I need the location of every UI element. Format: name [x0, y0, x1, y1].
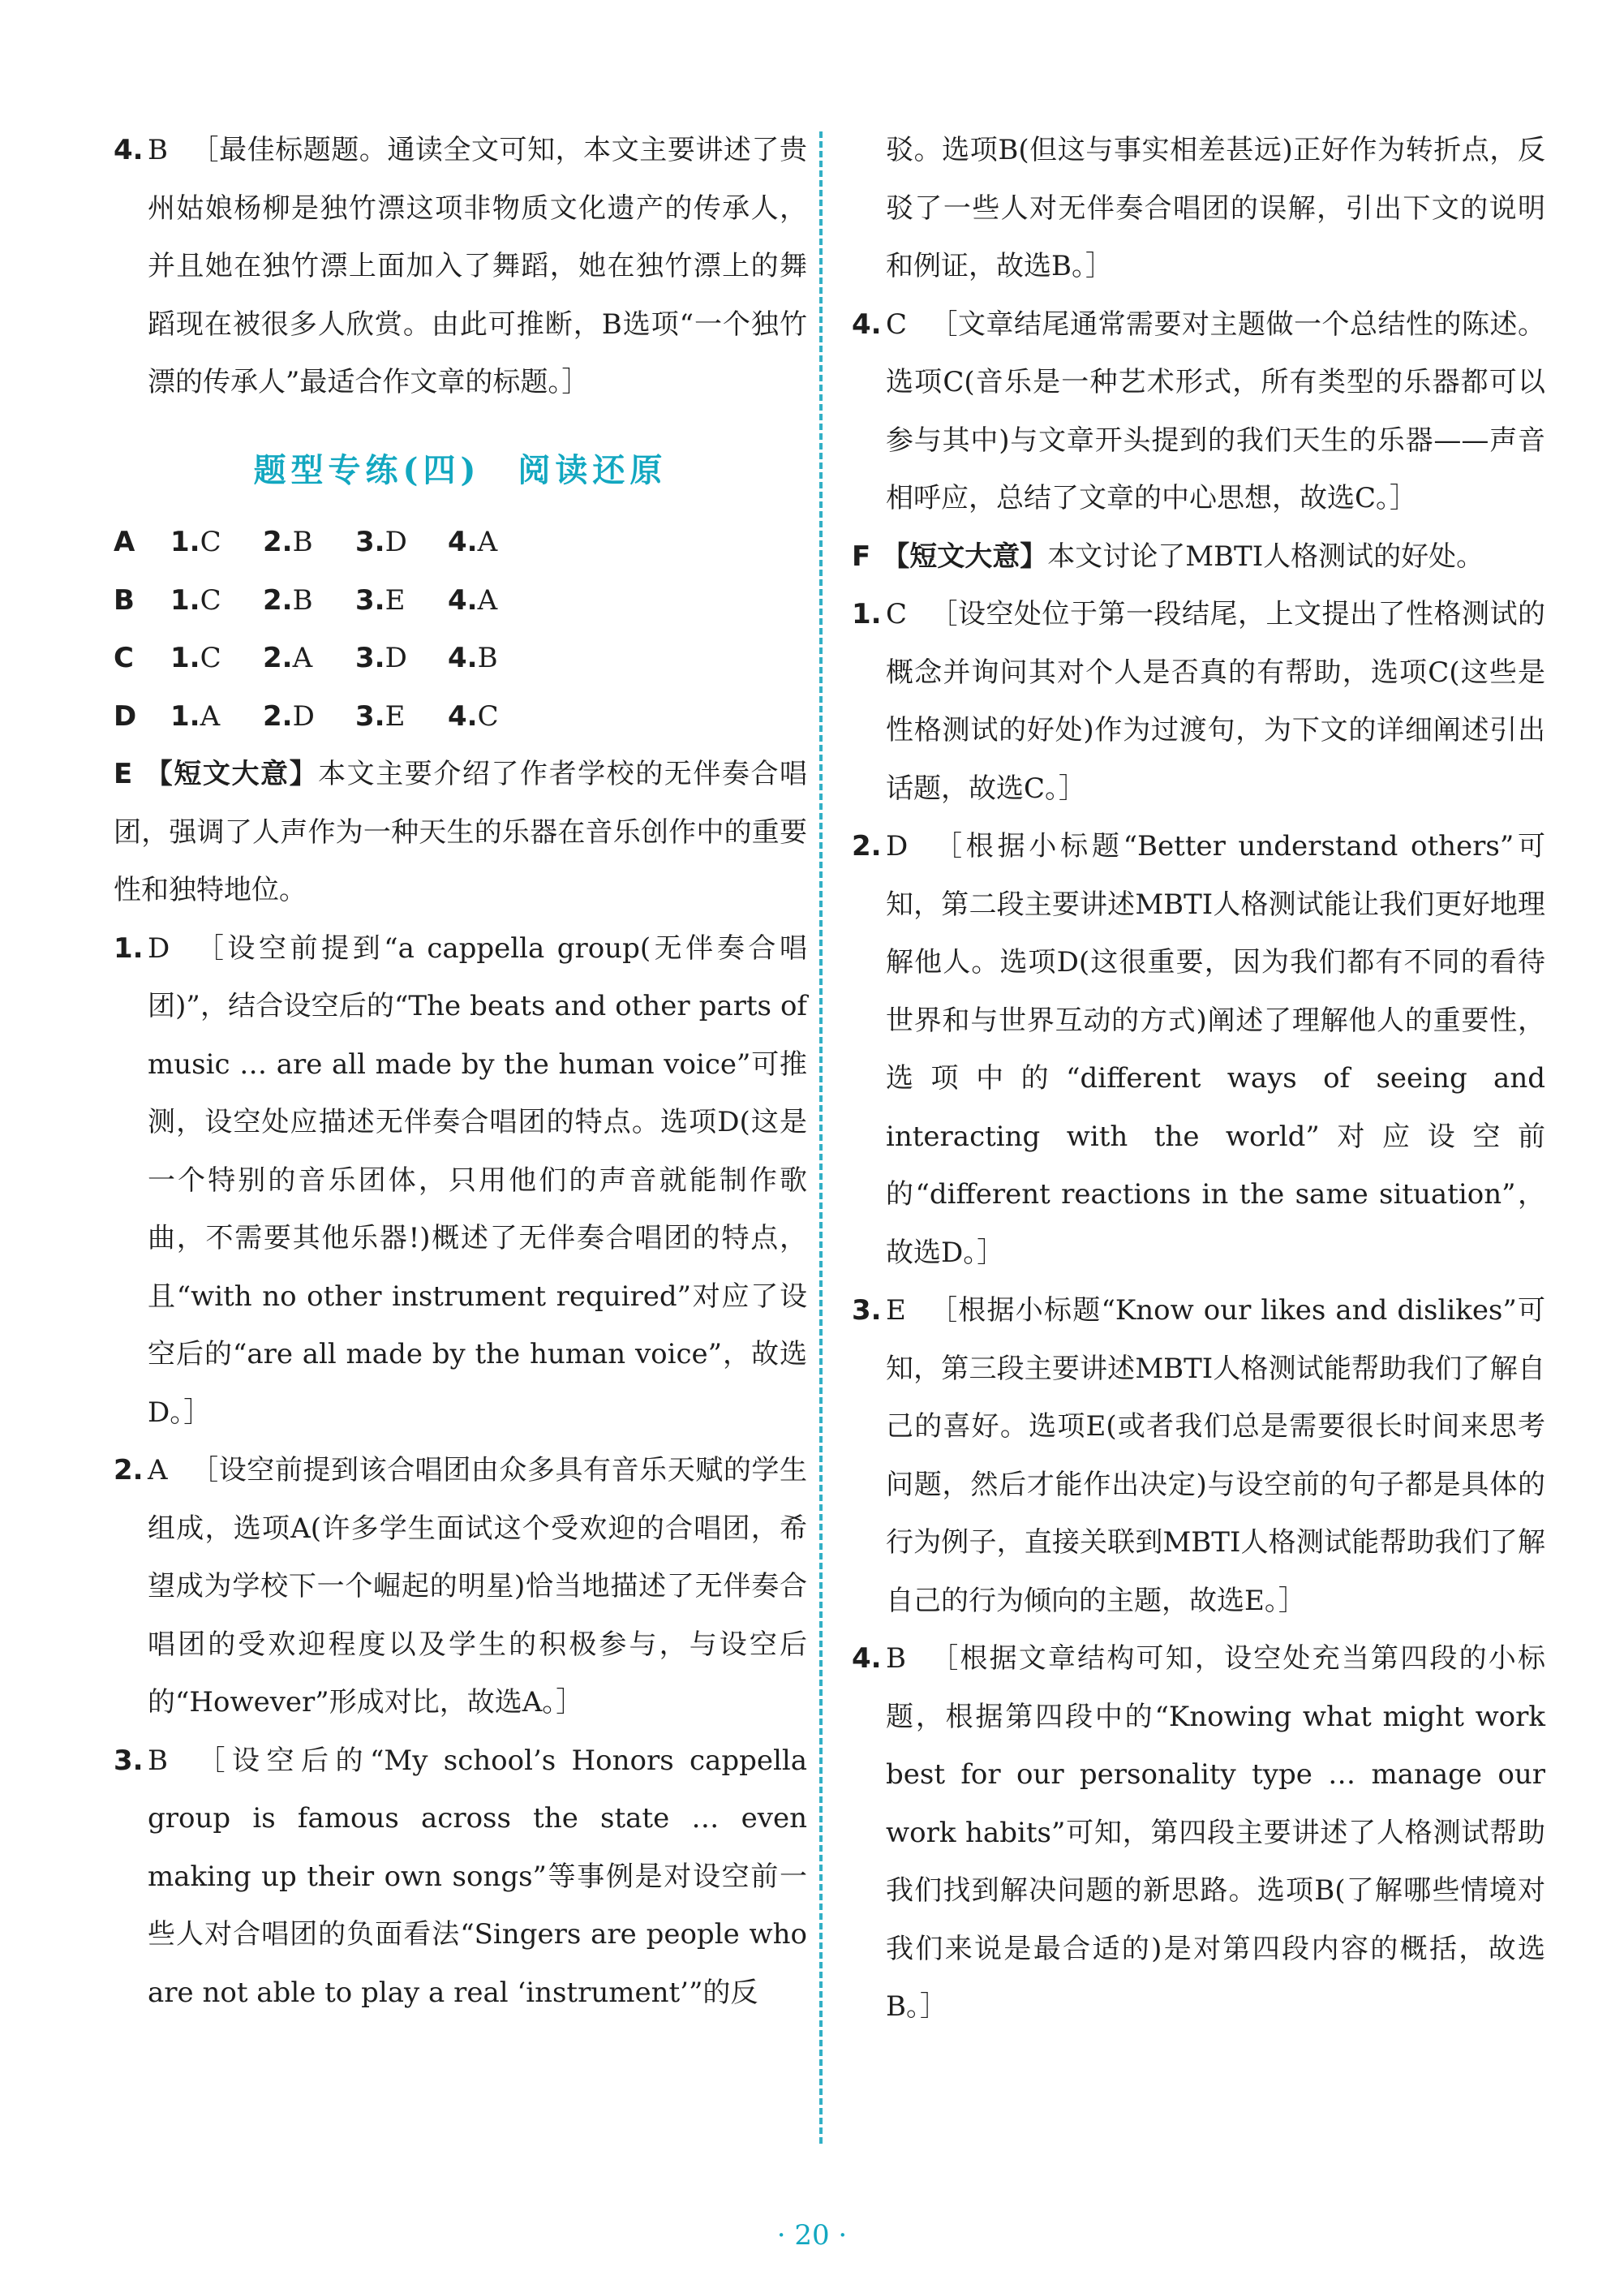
left-column — [114, 122, 807, 2022]
item-number: 2. — [114, 1454, 144, 1486]
answer-pair: 3.D — [355, 526, 407, 558]
answer-row-a — [114, 514, 807, 572]
item-answer: C — [886, 308, 908, 341]
answer-row-d — [114, 688, 807, 746]
answer-item-f2 — [852, 818, 1545, 1282]
answer-item-e3-continued — [852, 122, 1545, 296]
item-answer: D — [886, 830, 909, 863]
item-answer: B — [148, 1744, 168, 1777]
passage-f-summary — [852, 528, 1545, 587]
answer-pair: 1.C — [170, 642, 221, 674]
answer-row-c — [114, 630, 807, 688]
item-number: 2. — [852, 830, 882, 863]
passage-letter: E — [114, 758, 133, 790]
item-answer: D — [148, 931, 170, 965]
item-explanation: ［设空前提到“a cappella group(无伴奏合唱团)”，结合设空后的“The beats and other parts of music … are all made by the human voice”可推测，设空处应描述无伴奏合唱团的特点。选项D(这是一个特别的音乐团体，只用他们的声音就能制作歌曲，不需要其他乐器!)概述了无伴奏合唱团的特点，且“with no other instrument required”对应了设空后的“are all made by the human voice”，故选D。］ — [148, 931, 807, 1429]
answer-pair: 1.A — [170, 699, 221, 733]
answer-row-b — [114, 572, 807, 630]
item-explanation: ［根据小标题“Know our likes and dislikes”可知，第三段主要讲述MBTI人格测试能帮助我们了解自己的喜好。选项E(或者我们总是需要很长时间来思考问题，然后才能作出决定)与设空前的句子都是具体的行为例子，直接关联到MBTI人格测试能帮助我们了解自己的行为倾向的主题，故选E。］ — [886, 1294, 1545, 1617]
answer-pair: 4.C — [448, 699, 499, 733]
item-number: 4. — [114, 134, 144, 166]
item-explanation: ［设空后的“My school’s Honors cappella group is famous across the state … even making up their own songs”等事例是对设空前一些人对合唱团的负面看法“Singers are people who are not able to play a real ‘instrument’”的反 — [148, 1744, 807, 2009]
summary-text: 本文主要介绍了作者学校的无伴奏合唱团，强调了人声作为一种天生的乐器在音乐创作中的重要性和独特地位。 — [114, 758, 808, 906]
item-explanation: ［根据文章结构可知，设空处充当第四段的小标题，根据第四段中的“Knowing what might work best for our personality type … manage our work habits”可知，第四段主要讲述了人格测试帮助我们找到解决问题的新思路。选项B(了解哪些情境对我们来说是最合适的)是对第四段内容的概括，故选B。］ — [886, 1642, 1545, 2023]
answer-pair: 3.D — [355, 642, 407, 674]
answer-item-f3 — [852, 1282, 1545, 1630]
item-answer: B — [886, 1642, 906, 1675]
item-number: 1. — [852, 598, 882, 630]
item-explanation: ［根据小标题“Better understand others”可知，第二段主要讲述MBTI人格测试能让我们更好地理解他人。选项D(这很重要，因为我们都有不同的看待世界和与世界互动的方式)阐述了理解他人的重要性，选项中的“different ways of seeing and interacting with the world”对应设空前的“different reactions in the same situation”，故选D。］ — [886, 830, 1545, 1269]
item-explanation-continued: 驳。选项B(但这与事实相差甚远)正好作为转折点，反驳了一些人对无伴奏合唱团的误解，引出下文的说明和例证，故选B。］ — [886, 134, 1545, 282]
row-letter: B — [114, 583, 135, 617]
item-explanation: ［文章结尾通常需要对主题做一个总结性的陈述。选项C(音乐是一种艺术形式，所有类型的乐器都可以参与其中)与文章开头提到的我们天生的乐器——声音相呼应，总结了文章的中心思想，故选C。］ — [886, 308, 1545, 514]
answer-pair: 2.D — [263, 699, 315, 733]
item-explanation: ［设空前提到该合唱团由众多具有音乐天赋的学生组成，选项A(许多学生面试这个受欢迎的合唱团，希望成为学校下一个崛起的明星)恰当地描述了无伴奏合唱团的受欢迎程度以及学生的积极参与，与设空后的“However”形成对比，故选A。］ — [148, 1454, 807, 1719]
item-answer: B — [148, 134, 168, 166]
item-number: 1. — [114, 931, 144, 965]
page-number: · 20 · — [776, 2219, 848, 2252]
column-divider — [819, 131, 823, 2144]
item-number: 3. — [114, 1744, 144, 1777]
answer-pair: 1.C — [170, 526, 221, 558]
row-letter: A — [114, 526, 135, 558]
answer-pair: 3.E — [355, 699, 406, 733]
answer-item-q4-prev — [114, 122, 807, 412]
passage-letter: F — [852, 540, 871, 573]
right-column — [852, 122, 1545, 2037]
answer-pair: 1.C — [170, 583, 221, 617]
answer-pair: 4.B — [448, 642, 498, 674]
section-title: 题型专练(四) 阅读还原 — [253, 450, 668, 489]
answer-pair: 2.B — [263, 583, 313, 617]
item-answer: A — [148, 1454, 168, 1486]
answer-item-f4 — [852, 1630, 1545, 2037]
answer-item-e1 — [114, 920, 807, 1443]
item-number: 4. — [852, 1642, 882, 1675]
answer-pair: 2.B — [263, 526, 313, 558]
answer-item-e4 — [852, 296, 1545, 528]
answer-item-f1 — [852, 586, 1545, 818]
item-number: 4. — [852, 308, 882, 341]
item-number: 3. — [852, 1294, 882, 1327]
answer-pair: 2.A — [263, 642, 313, 674]
answer-item-e3 — [114, 1732, 807, 2023]
row-letter: C — [114, 642, 134, 674]
answer-key-table — [114, 514, 807, 746]
answer-pair: 4.A — [448, 526, 498, 558]
item-answer: C — [886, 598, 908, 630]
answer-item-e2 — [114, 1442, 807, 1732]
answer-pair: 3.E — [355, 583, 406, 617]
row-letter: D — [114, 699, 137, 733]
passage-e-summary — [114, 746, 807, 920]
item-explanation: ［最佳标题题。通读全文可知，本文主要讲述了贵州姑娘杨柳是独竹漂这项非物质文化遗产的传承人，并且她在独竹漂上面加入了舞蹈，她在独竹漂上的舞蹈现在被很多人欣赏。由此可推断，B选项“一个独竹漂的传承人”最适合作文章的标题。］ — [148, 134, 807, 398]
summary-tag: 【短文大意】 — [882, 540, 1048, 573]
item-explanation: ［设空处位于第一段结尾，上文提出了性格测试的概念并询问其对个人是否真的有帮助，选项C(这些是性格测试的好处)作为过渡句，为下文的详细阐述引出话题，故选C。］ — [886, 598, 1545, 805]
item-answer: E — [886, 1294, 906, 1327]
summary-text: 本文讨论了MBTI人格测试的好处。 — [1047, 540, 1484, 573]
answer-pair: 4.A — [448, 583, 498, 617]
summary-tag: 【短文大意】 — [144, 758, 319, 790]
